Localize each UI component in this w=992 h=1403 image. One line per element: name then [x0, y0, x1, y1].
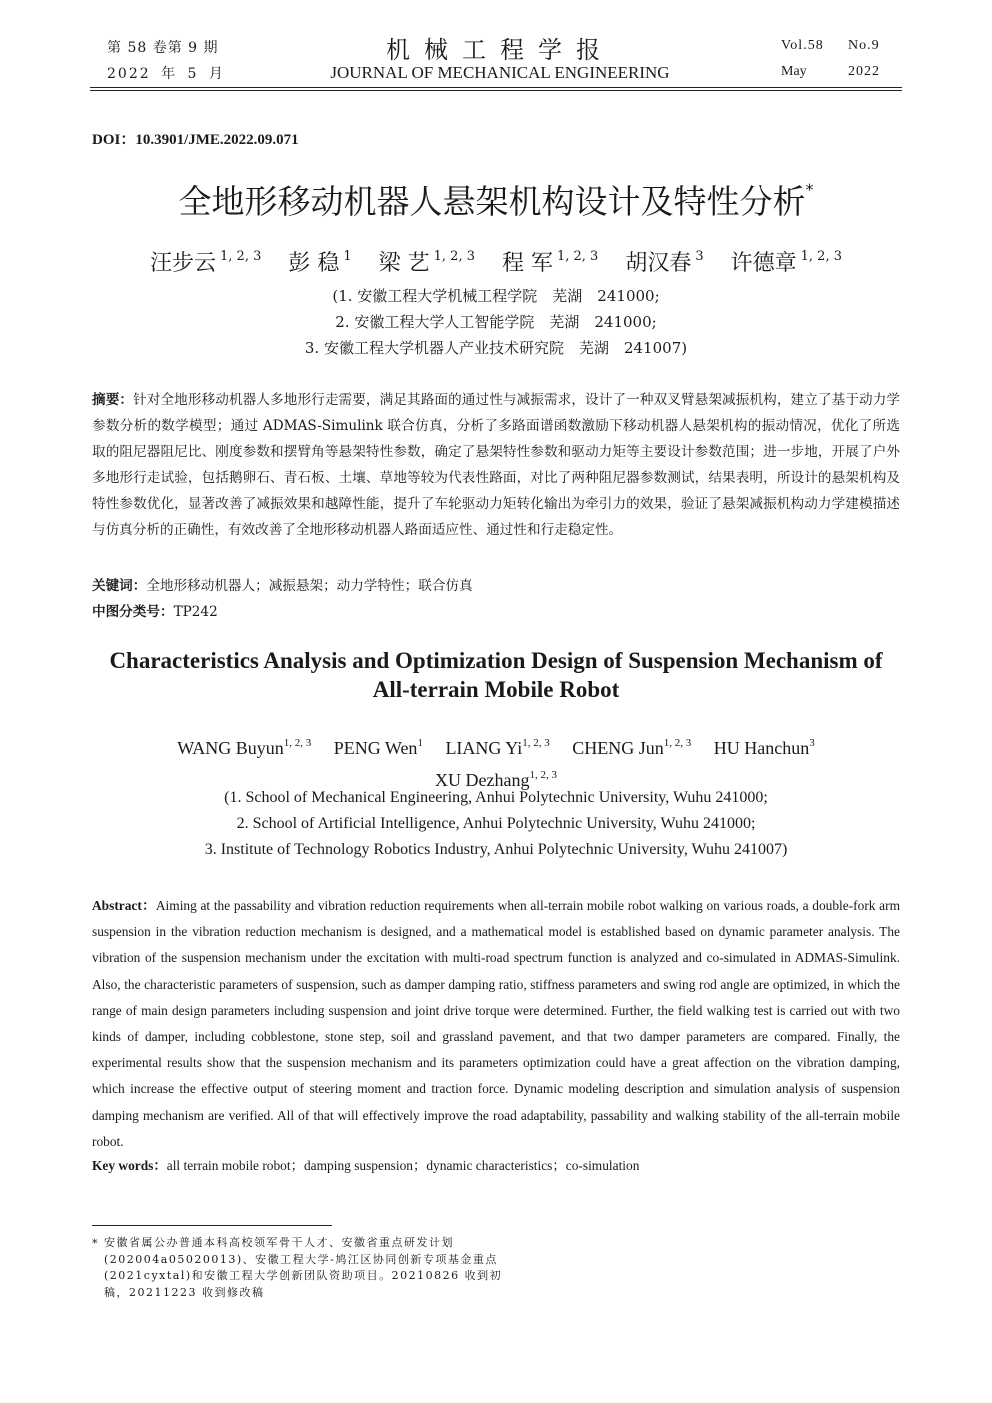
- issue-year: 2022: [848, 64, 880, 79]
- classification-cn: [92, 600, 218, 620]
- author-list-en: [90, 730, 902, 794]
- footnote-rule: [92, 1225, 332, 1226]
- keywords-label-cn: 关键词：: [92, 578, 147, 594]
- issue-month: May: [781, 64, 807, 79]
- author-list-cn: [90, 246, 902, 277]
- keywords-en: [92, 1155, 639, 1174]
- footnote-mark: *: [92, 1237, 99, 1250]
- author-cn: 胡汉春 $^3$: [625, 249, 704, 276]
- classification-label-cn: 中图分类号：: [92, 604, 174, 620]
- author-cn: 梁 艺 $^{1, 2, 3}$: [378, 249, 475, 276]
- header-rule-bottom: [90, 90, 902, 91]
- keywords-cn: [92, 574, 473, 594]
- abstract-en: [92, 893, 900, 1155]
- author-en: LIANG Yi$^{1, 2, 3}$: [445, 737, 550, 758]
- issue-number: No.9: [848, 38, 880, 53]
- abstract-label-en: Abstract：: [92, 898, 156, 913]
- keywords-label-en: Key words：: [92, 1158, 167, 1173]
- affiliation-cn-2: 2. 安徽工程大学人工智能学院 芜湖 241000;: [335, 313, 657, 331]
- journal-title-en: JOURNAL OF MECHANICAL ENGINEERING: [330, 63, 670, 82]
- author-cn: 许德章 $^{1, 2, 3}$: [730, 249, 842, 276]
- affiliation-en-2: 2. School of Artificial Intelligence, Anhui Polytechnic University, Wuhu 241000;: [236, 815, 756, 832]
- abstract-text-cn: 针对全地形移动机器人多地形行走需要，满足其路面的通过性与减振需求，设计了一种双叉臂悬架减振机构，建立了基于动力学参数分析的数学模型；通过 ADMAS-Simulink 联合仿真，分析了多路面谱函数激励下移动机器人悬架机构的振动情况，优化了所选取的阻尼器阻尼比、刚度参数和摆臂角等悬架特性参数，确定了悬架特性参数和驱动力矩等主要设计参数范围；进一步地，开展了户外多地形行走试验，包括鹅卵石、青石板、土壤、草地等较为代表性路面，对比了两种阻尼器参数测试，结果表明，所设计的悬架机构及特性参数优化，显著改善了减振效果和越障性能，提升了车轮驱动力矩转化输出为牵引力的效果，验证了悬架减振机构动力学建模描述与仿真分析的正确性，有效改善了全地形移动机器人路面适应性、通过性和行走稳定性。: [92, 392, 900, 538]
- header-rule-top: [90, 87, 902, 88]
- doi: DOI：10.3901/JME.2022.09.071: [92, 132, 299, 148]
- title-footnote-mark: *: [805, 180, 814, 199]
- author-cn: 汪步云 $^{1, 2, 3}$: [150, 249, 262, 276]
- volume-issue-cn: 第 58 卷第 9 期: [107, 40, 219, 56]
- author-cn: 程 军 $^{1, 2, 3}$: [501, 249, 599, 276]
- author-en: WANG Buyun$^{1, 2, 3}$: [177, 737, 312, 758]
- volume-number: Vol.58: [781, 38, 824, 53]
- paper-title-en: Characteristics Analysis and Optimization Design of Suspension Mechanism of All-terrain Mobile Robot: [109, 648, 883, 702]
- title-text-cn: 全地形移动机器人悬架机构设计及特性分析: [178, 182, 806, 221]
- author-en: PENG Wen$^1$: [333, 737, 423, 758]
- date-cn: 2022 年 5 月: [107, 66, 225, 82]
- affiliation-en-3: 3. Institute of Technology Robotics Industry, Anhui Polytechnic University, Wuhu 241007): [204, 841, 788, 858]
- keywords-text-cn: 全地形移动机器人；减振悬架；动力学特性；联合仿真: [146, 578, 473, 594]
- author-line-1: [90, 730, 902, 762]
- affiliation-en-1: (1. School of Mechanical Engineering, Anhui Polytechnic University, Wuhu 241000;: [224, 789, 768, 806]
- abstract-label-cn: 摘要：: [92, 392, 134, 408]
- author-cn: 彭 稳 $^1$: [288, 249, 352, 276]
- footnote-text: 安徽省属公办普通本科高校领军骨干人才、安徽省重点研发计划(202004a05020013)、安徽工程大学-鸠江区协同创新专项基金重点(2021cyxtal)和安徽工程大学创新团队资助项目。20210826 收到初稿，20211223 收到修改稿: [104, 1236, 503, 1299]
- author-en: CHENG Jun$^{1, 2, 3}$: [572, 737, 692, 758]
- journal-title-cn: 机械工程学报: [386, 36, 614, 64]
- keywords-text-en: all terrain mobile robot；damping suspension；dynamic characteristics；co-simulation: [166, 1158, 640, 1173]
- paper-title-cn: [90, 176, 902, 223]
- footnote: [92, 1235, 512, 1301]
- author-en: HU Hanchun$^3$: [713, 737, 815, 758]
- affiliation-cn-3: 3. 安徽工程大学机器人产业技术研究院 芜湖 241007): [304, 339, 688, 357]
- classification-code: TP242: [173, 604, 218, 620]
- author-en: XU Dezhang$^{1, 2, 3}$: [435, 769, 557, 790]
- abstract-text-en: Aiming at the passability and vibration reduction requirements when all-terrain mobile robot walking on various roads, a double-fork arm suspension in the vibration reduction mechanism is designed, and a mathematical model is established based on dynamic parameter analysis. The vibration of the suspension mechanism under the excitation with multi-road spectrum function is analyzed and co-simulated in ADMAS-Simulink. Also, the characteristic parameters of suspension, such as damper damping ratio, stiffness parameters and swing rod angle are optimized, in which the range of main design parameters including suspension and joint drive torque were determined. Further, the field walking test is carried out with two kinds of damper, including cobblestone, stone step, soil and grassland pavement, and that two damper parameters are compared. Finally, the experimental results show that the suspension mechanism and its parameters optimization could have a great affection on the vibration damping, which increase the effective output of steering moment and traction force. Dynamic modeling description and simulation analysis of suspension damping mechanism are verified. All of that will effectively improve the road adaptability, passability and walking stability of the all-terrain mobile robot.: [92, 898, 900, 1149]
- affiliation-cn-1: (1. 安徽工程大学机械工程学院 芜湖 241000;: [332, 287, 660, 305]
- abstract-cn: [92, 387, 900, 543]
